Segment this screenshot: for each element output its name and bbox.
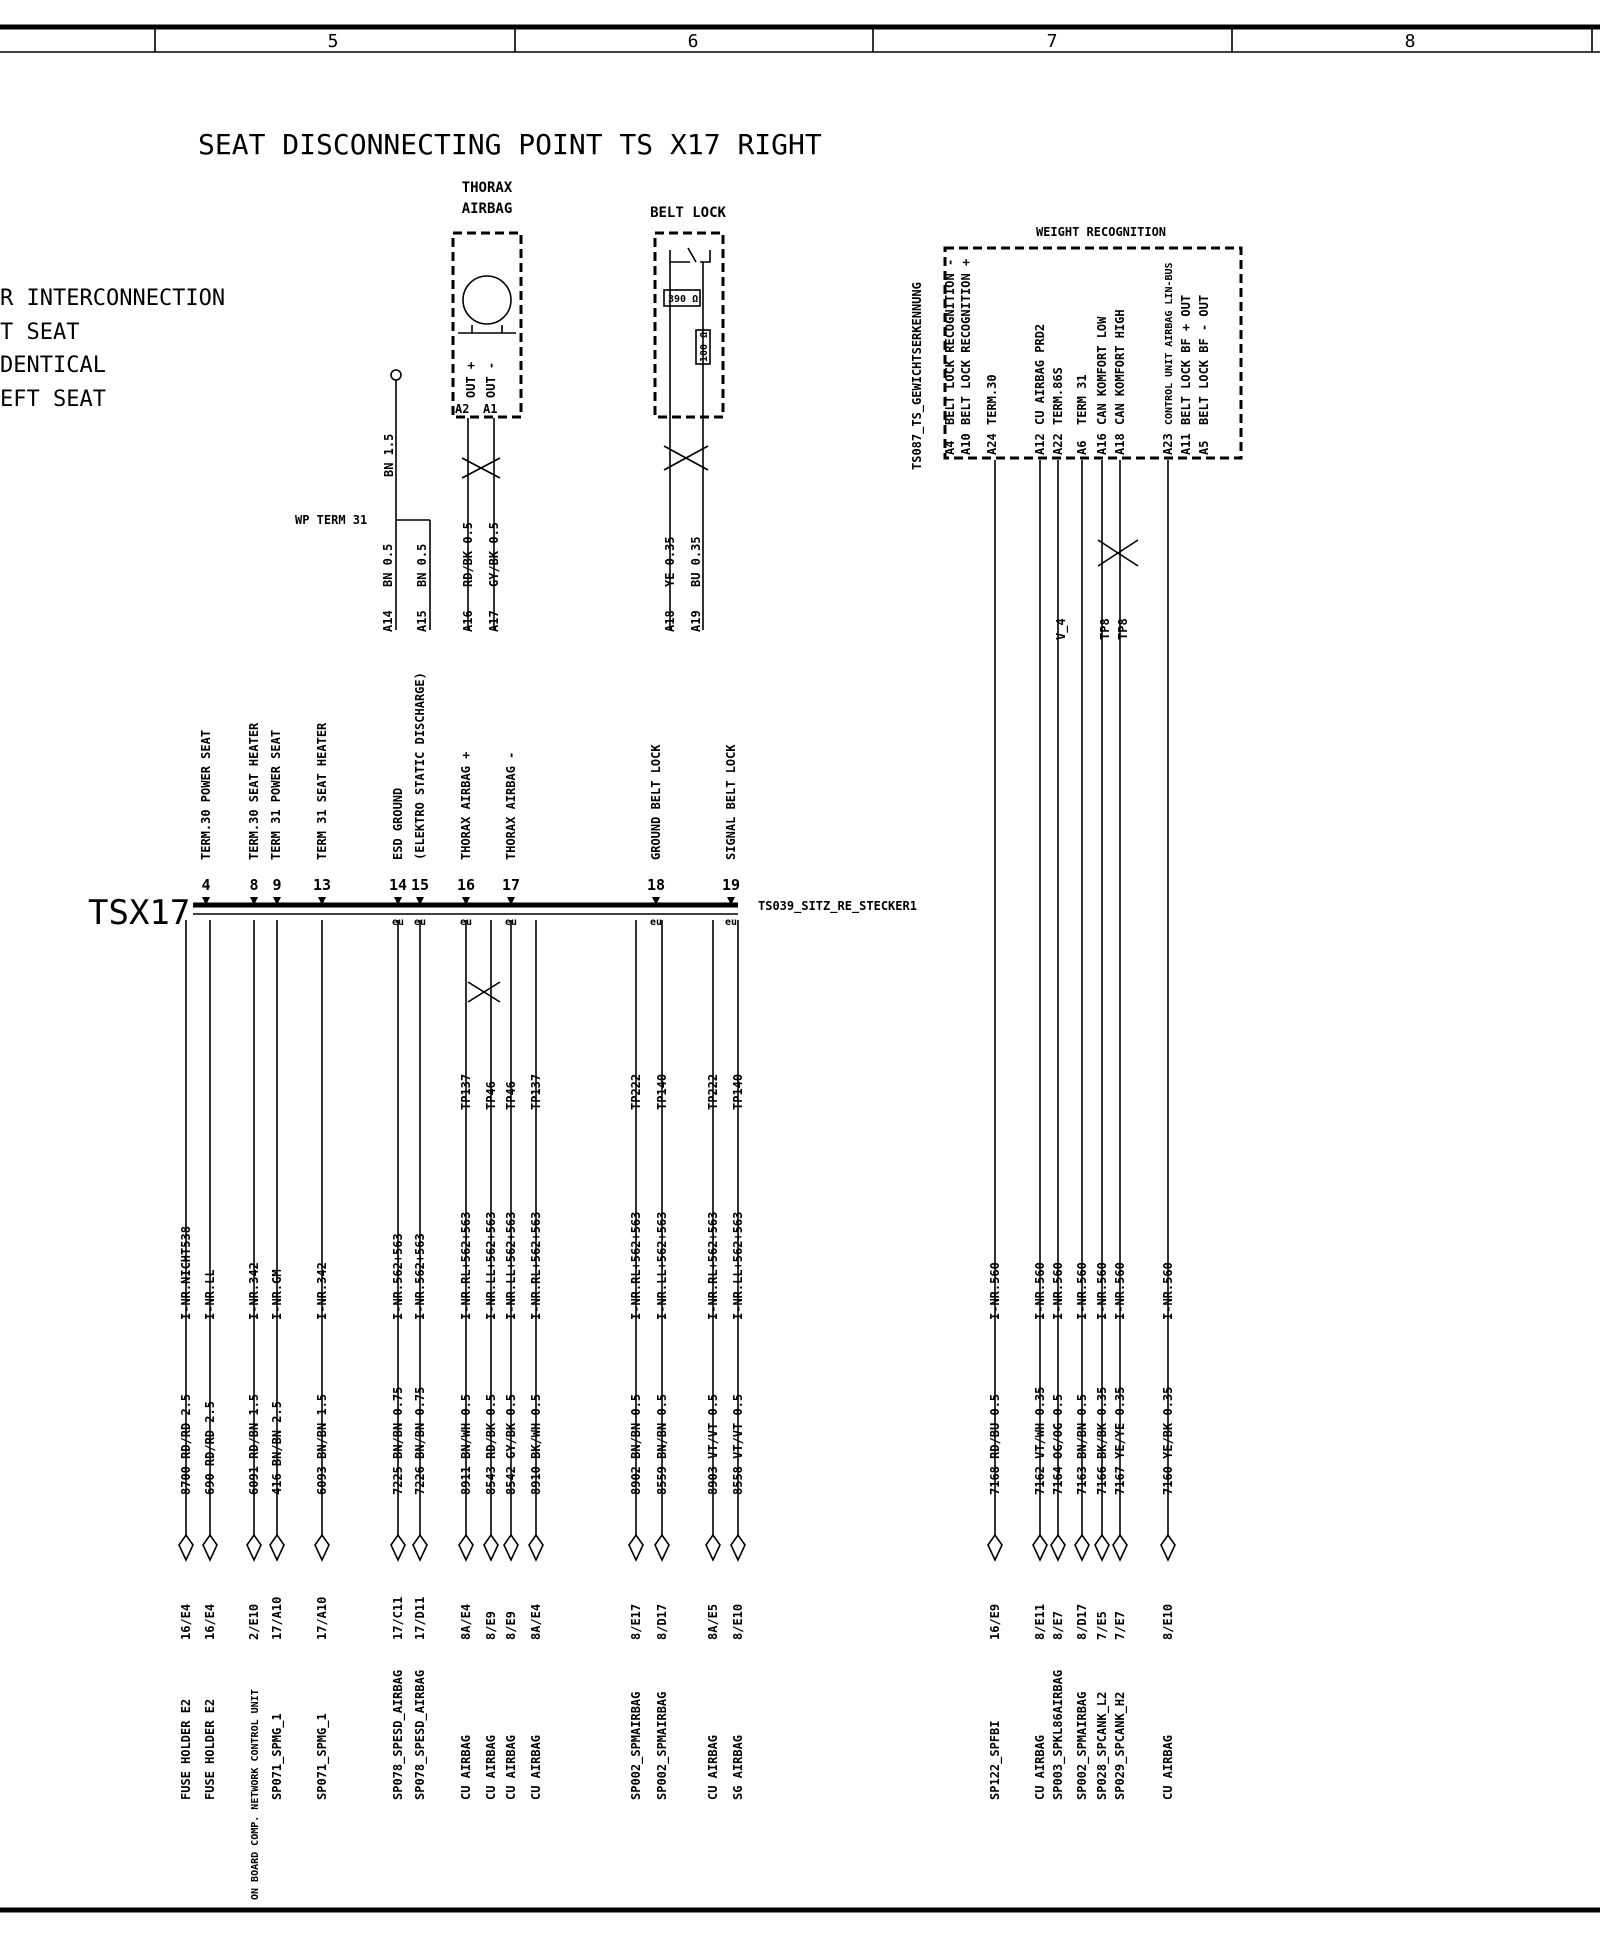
pin-number: A23	[1161, 433, 1175, 455]
pin-number: A18	[663, 610, 677, 632]
thorax-airbag-label: THORAX	[461, 180, 513, 196]
wire-location: 8/D17	[655, 1603, 669, 1640]
terminal-icon	[1095, 1535, 1109, 1560]
interconnection-note	[0, 286, 225, 412]
pin-name: BELT LOCK BF + OUT	[1179, 294, 1193, 425]
wire-destination: SP071_SPMG_1	[315, 1713, 329, 1800]
wp-term-label: WP TERM 31	[295, 513, 368, 527]
terminal-icon	[179, 1535, 193, 1560]
wire-location: 8/E11	[1033, 1603, 1047, 1640]
wire-destination: SP003_SPKL86AIRBAG	[1051, 1669, 1065, 1800]
wire-location: 17/A10	[270, 1596, 284, 1640]
pin-number: A22	[1051, 433, 1065, 455]
eu-label: eu	[391, 917, 405, 928]
wire-label: 6093 BN/BN 1.5	[315, 1393, 329, 1495]
wire-location: 8/D17	[1075, 1603, 1089, 1640]
wire-label: 7167 YE/YE 0.35	[1113, 1386, 1127, 1495]
terminal-icon	[247, 1535, 261, 1560]
terminal-icon	[391, 1535, 405, 1560]
wire-location: 16/E9	[988, 1603, 1002, 1640]
twisted-pair-icon	[468, 982, 500, 1002]
pin-number: 8	[249, 876, 259, 894]
wire-inr: I-NR.560	[1075, 1262, 1089, 1320]
pin-function-label: GROUND BELT LOCK	[649, 744, 663, 860]
wire-destination: SP029_SPCANK_H2	[1113, 1691, 1127, 1800]
wire-inr: I-NR.LL+562+563	[731, 1211, 745, 1320]
wire-destination: FUSE HOLDER E2	[203, 1698, 217, 1800]
wire-location: 17/C11	[391, 1596, 405, 1640]
belt-lock-box	[655, 233, 723, 417]
wire-destination: ON BOARD COMP. NETWORK CONTROL UNIT	[250, 1689, 261, 1900]
wire-label: 7160 YE/BK 0.35	[1161, 1386, 1175, 1495]
wire-inr: I-NR.GM	[270, 1269, 284, 1320]
pin-function-label: THORAX AIRBAG -	[504, 751, 518, 860]
pin-name: TERM.86S	[1051, 367, 1065, 425]
wire-destination: SP078_SPESD_AIRBAG	[413, 1669, 427, 1800]
pin-number: A6	[1075, 440, 1089, 455]
wire-location: 8/E9	[484, 1611, 498, 1640]
pin-number: A11	[1179, 433, 1193, 455]
terminal-icon	[1075, 1535, 1089, 1560]
terminal-icon	[504, 1535, 518, 1560]
wire-inr: I-NR.560	[1095, 1262, 1109, 1320]
wire-label: RD/BK 0.5	[461, 521, 475, 587]
wire-destination: CU AIRBAG	[529, 1734, 543, 1800]
eu-label: eu	[649, 917, 663, 928]
wire-inr: I-NR.560	[1113, 1262, 1127, 1320]
column-number: 6	[687, 31, 699, 52]
connector-name: TSX17	[88, 893, 191, 933]
terminal-icon	[1051, 1535, 1065, 1560]
pin-number: 18	[646, 876, 666, 894]
pin-number: A12	[1033, 433, 1047, 455]
pin-number: A14	[381, 610, 395, 632]
tp-tag: TP137	[529, 1073, 543, 1110]
pin-number: A10	[959, 433, 973, 455]
pin-function-label: SIGNAL BELT LOCK	[724, 744, 738, 860]
terminal-icon	[629, 1535, 643, 1560]
wire-inr: I-NR.RL+562+563	[706, 1211, 720, 1320]
terminal-icon	[1113, 1535, 1127, 1560]
wire-label: 8903 VT/VT 0.5	[706, 1393, 720, 1495]
pin-name: BELT LOCK RECOGNITION +	[959, 258, 973, 425]
wire-label: BU 0.35	[689, 536, 703, 587]
wire-label: 7162 VT/WH 0.35	[1033, 1386, 1047, 1495]
pin-name: CU AIRBAG PRD2	[1033, 323, 1047, 425]
wire-label: BN 0.5	[381, 543, 395, 587]
pin-number: 14	[388, 876, 408, 894]
wire-destination: CU AIRBAG	[459, 1734, 473, 1800]
column-number: 5	[327, 31, 339, 52]
terminal-icon	[203, 1535, 217, 1560]
terminal-icon	[459, 1535, 473, 1560]
wire-location: 17/A10	[315, 1596, 329, 1640]
pin-number: A16	[461, 610, 475, 632]
wire-destination: CU AIRBAG	[504, 1734, 518, 1800]
pin-number: A15	[415, 610, 429, 632]
pin-function-label: THORAX AIRBAG +	[459, 751, 473, 860]
tag-label: V_4	[1054, 618, 1068, 640]
wire-location: 2/E10	[247, 1603, 261, 1640]
wire-destination: CU AIRBAG	[1161, 1734, 1175, 1800]
wire-label: 690 RD/RD 2.5	[203, 1401, 217, 1495]
pin-function-label: TERM.30 SEAT HEATER	[247, 722, 261, 860]
wire-inr: I-NR.342	[315, 1262, 329, 1320]
resistor-value: 390 Ω	[668, 294, 699, 305]
wire-inr: I-NR.LL	[203, 1269, 217, 1320]
wire-label: 7166 BK/BK 0.35	[1095, 1386, 1109, 1495]
connector-ref: TS087_TS_GEWICHTSERKENNUNG	[910, 282, 924, 470]
ground-branch	[295, 370, 430, 630]
weight-recognition-pins	[943, 259, 1211, 455]
wire-label: 8559 BN/BN 0.5	[655, 1393, 669, 1495]
wire-label: 416 BN/BN 2.5	[270, 1401, 284, 1495]
wire-label: 8910 BK/WH 0.5	[529, 1393, 543, 1495]
wire-inr: I-NR.562+563	[413, 1233, 427, 1320]
terminal-icon	[731, 1535, 745, 1560]
pin-function-label: TERM 31 SEAT HEATER	[315, 722, 329, 860]
pin-name: TERM 31	[1075, 374, 1089, 425]
wire-location: 8/E7	[1051, 1611, 1065, 1640]
pin-number: A17	[487, 610, 501, 632]
pin-name: CAN KOMFORT LOW	[1095, 316, 1109, 425]
switch-icon	[670, 248, 710, 262]
pin-name: BELT LOCK BF - OUT	[1197, 294, 1211, 425]
eu-label: eu	[459, 917, 473, 928]
wire-destination: SP071_SPMG_1	[270, 1713, 284, 1800]
wire-label: 7225 BN/BN 0.75	[391, 1386, 405, 1495]
wire-destination: SP002_SPMAIRBAG	[1075, 1691, 1089, 1800]
wire-inr: I-NR.LL+562+563	[484, 1211, 498, 1320]
wire-label: 8558 VT/VT 0.5	[731, 1393, 745, 1495]
wire-location: 7/E5	[1095, 1611, 1109, 1640]
wire-location: 8A/E5	[706, 1603, 720, 1640]
wire-destination: SP028_SPCANK_L2	[1095, 1691, 1109, 1800]
wire-label: 8700 RD/RD 2.5	[179, 1393, 193, 1495]
wire-label: BN 0.5	[415, 543, 429, 587]
wire-inr: I-NR.342	[247, 1262, 261, 1320]
tp-tag: TP140	[731, 1073, 745, 1110]
tp-tag: TP140	[655, 1073, 669, 1110]
pin-number: A24	[985, 433, 999, 455]
terminal-icon	[413, 1535, 427, 1560]
wire-inr: I-NR.560	[988, 1262, 1002, 1320]
wire-label: BN 1.5	[382, 433, 396, 477]
ground-point-icon	[391, 370, 401, 380]
tp-tag: TP46	[504, 1081, 518, 1110]
wire-destination: FUSE HOLDER E2	[179, 1698, 193, 1800]
tag-label: TP8	[1116, 618, 1130, 640]
terminal-icon	[484, 1535, 498, 1560]
wire-label: 8542 GY/BK 0.5	[504, 1393, 518, 1495]
pin-function-label: TERM 31 POWER SEAT	[269, 729, 283, 860]
wire-destination: CU AIRBAG	[706, 1734, 720, 1800]
wire-inr: I-NR.560	[1033, 1262, 1047, 1320]
note-line: EFT SEAT	[0, 387, 106, 412]
pin-number: 16	[456, 876, 476, 894]
terminal-icon	[315, 1535, 329, 1560]
weight-recognition-label: WEIGHT RECOGNITION	[1035, 225, 1167, 239]
pin-number: 15	[410, 876, 430, 894]
terminal-icon	[1161, 1535, 1175, 1560]
wire-inr: I-NR.NICHT538	[179, 1226, 193, 1320]
wire-label: 6091 RD/BN 1.5	[247, 1393, 261, 1495]
wire-label: 7226 BN/BN 0.75	[413, 1386, 427, 1495]
pin-function-label: (ELEKTRO STATIC DISCHARGE)	[413, 672, 427, 860]
wire-location: 16/E4	[179, 1603, 193, 1640]
pin-number: 17	[501, 876, 521, 894]
note-line: DENTICAL	[0, 353, 106, 378]
wire-inr: I-NR.RL+562+563	[629, 1211, 643, 1320]
wire-location: 8/E9	[504, 1611, 518, 1640]
pin-number: A4	[943, 440, 957, 455]
wire-label: 7168 RD/BU 0.5	[988, 1393, 1002, 1495]
pin-function-label: TERM.30 POWER SEAT	[199, 729, 213, 860]
terminal-icon	[1033, 1535, 1047, 1560]
wire-location: 8A/E4	[459, 1603, 473, 1640]
wire-inr: I-NR.562+563	[391, 1233, 405, 1320]
wire-location: 8/E17	[629, 1603, 643, 1640]
pin-function-labels	[199, 672, 738, 860]
note-line: T SEAT	[0, 320, 80, 345]
wire-label: GY/BK 0.5	[487, 521, 501, 587]
tsx17-connector	[88, 672, 917, 1002]
wire-label: 7164 OG/OG 0.5	[1051, 1393, 1065, 1495]
terminal-icon	[270, 1535, 284, 1560]
pin-number: 13	[312, 876, 332, 894]
twisted-pair-icon	[1098, 540, 1138, 566]
wire-location: 8/E10	[1161, 1603, 1175, 1640]
pin-number: A5	[1197, 440, 1211, 455]
column-number: 8	[1404, 31, 1416, 52]
tp-tag: TP137	[459, 1073, 473, 1110]
page-title: SEAT DISCONNECTING POINT TS X17 RIGHT	[198, 128, 822, 161]
terminal-icon	[988, 1535, 1002, 1560]
eu-label: eu	[413, 917, 427, 928]
wire-label: 8911 BN/WH 0.5	[459, 1393, 473, 1495]
wire-location: 7/E7	[1113, 1611, 1127, 1640]
wire-location: 8A/E4	[529, 1603, 543, 1640]
wire-destination: SP002_SPMAIRBAG	[629, 1691, 643, 1800]
wire-location: 16/E4	[203, 1603, 217, 1640]
pin-number: 9	[272, 876, 282, 894]
pin-number: 4	[201, 876, 211, 894]
wire-location: 8/E10	[731, 1603, 745, 1640]
tp-tag: TP222	[629, 1073, 643, 1110]
pin-number: 19	[721, 876, 741, 894]
wire-inr: I-NR.LL+562+563	[655, 1211, 669, 1320]
column-header	[0, 27, 1600, 52]
wire-destination: SP078_SPESD_AIRBAG	[391, 1669, 405, 1800]
wire-destination: CU AIRBAG	[484, 1734, 498, 1800]
eu-label: eu	[504, 917, 518, 928]
pin-name: CAN KOMFORT HIGH	[1113, 309, 1127, 425]
wire-location: 17/D11	[413, 1596, 427, 1640]
pin-number: A19	[689, 610, 703, 632]
terminal-icon	[706, 1535, 720, 1560]
tp-tag: TP46	[484, 1081, 498, 1110]
wire-label: 8543 RD/BK 0.5	[484, 1393, 498, 1495]
wire-bundle	[179, 460, 1175, 1900]
column-number: 7	[1046, 31, 1058, 52]
wire-label: 7163 BN/BN 0.5	[1075, 1393, 1089, 1495]
tp-tag: TP222	[706, 1073, 720, 1110]
pin-name: CONTROL UNIT AIRBAG LIN-BUS	[1164, 262, 1175, 425]
wire-inr: I-NR.560	[1051, 1262, 1065, 1320]
wire-label: 8902 BN/BN 0.5	[629, 1393, 643, 1495]
tag-label: TP8	[1098, 618, 1112, 640]
wire-destination: CU AIRBAG	[1033, 1734, 1047, 1800]
wire-inr: I-NR.560	[1161, 1262, 1175, 1320]
pin-function-label: ESD GROUND	[391, 787, 405, 860]
connector-ref: TS039_SITZ_RE_STECKER1	[758, 899, 917, 913]
eu-label: eu	[724, 917, 738, 928]
airbag-squib-icon	[463, 276, 511, 324]
connector-pins	[201, 876, 740, 928]
pin-label: OUT +	[464, 361, 478, 398]
wire-label: YE 0.35	[663, 536, 677, 587]
wire-destination: SP122_SPFBI	[988, 1720, 1002, 1800]
weight-recognition-component	[910, 225, 1241, 640]
belt-lock-label: BELT LOCK	[650, 205, 726, 221]
terminal-icon	[529, 1535, 543, 1560]
terminal-icon	[655, 1535, 669, 1560]
wire-inr: I-NR.LL+562+563	[504, 1211, 518, 1320]
pin-name: BELT LOCK RECOGNITION -	[943, 258, 957, 425]
wire-destination: SG AIRBAG	[731, 1734, 745, 1800]
pin-name: TERM.30	[985, 374, 999, 425]
pin-number: A18	[1113, 433, 1127, 455]
resistor-value: 100 Ω	[699, 331, 710, 362]
wire-destination: SP002_SPMAIRBAG	[655, 1691, 669, 1800]
wire-inr: I-NR.RL+562+563	[529, 1211, 543, 1320]
note-line: R INTERCONNECTION	[0, 286, 226, 311]
tp-tags	[459, 1074, 745, 1110]
pin-number: A16	[1095, 433, 1109, 455]
wire-inr: I-NR.RL+562+563	[459, 1211, 473, 1320]
pin-number: A1	[483, 402, 498, 416]
pin-number: A2	[455, 402, 470, 416]
thorax-airbag-label: AIRBAG	[461, 201, 513, 217]
pin-label: OUT -	[484, 361, 498, 398]
